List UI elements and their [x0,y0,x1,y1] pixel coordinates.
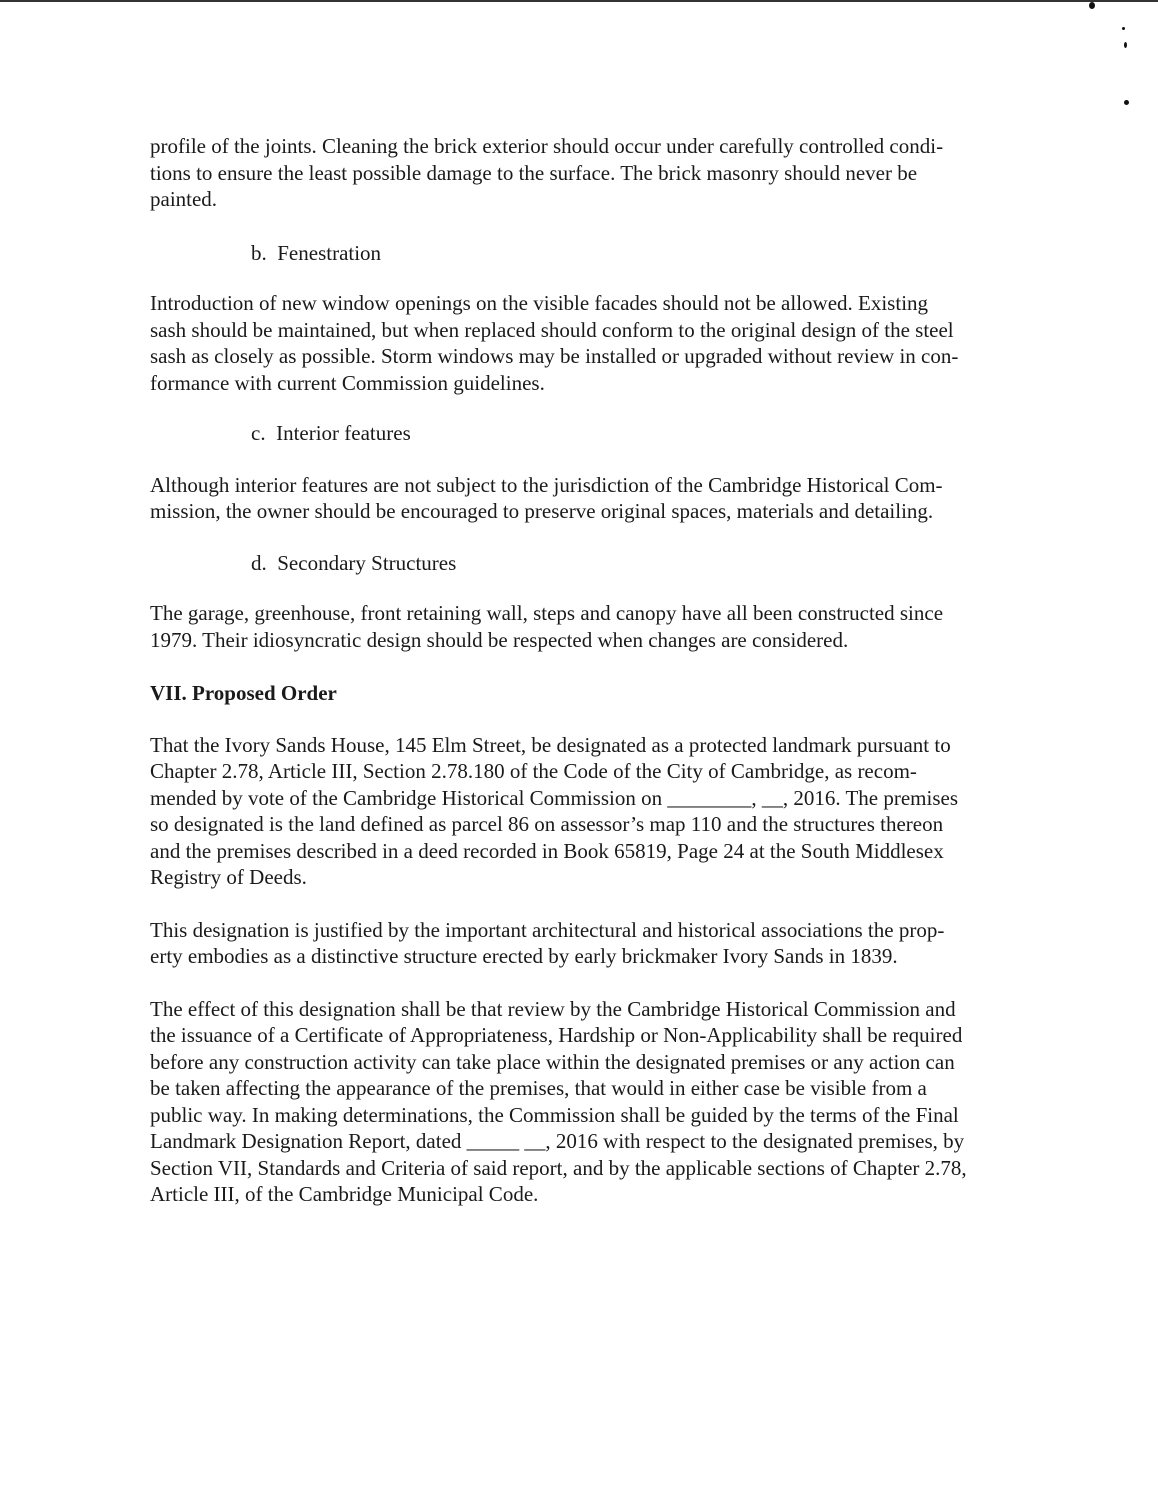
text-line: That the Ivory Sands House, 145 Elm Street, be designated as a protected landmark pursuant to [150,732,951,757]
text-line: before any construction activity can take place within the designated premises or any action can [150,1049,955,1074]
text-line: public way. In making determinations, the Commission shall be guided by the terms of the Final [150,1102,959,1127]
text-line: 1979. Their idiosyncratic design should be respected when changes are considered. [150,627,849,652]
scan-speck [1089,2,1095,9]
text-line: The garage, greenhouse, front retaining wall, steps and canopy have all been constructed since [150,601,944,625]
text-line: This designation is justified by the important architectural and historical associations the prop- [150,917,945,942]
text-line: and the premises described in a deed recorded in Book 65819, Page 24 at the South Middlesex [150,838,944,863]
scan-edge-line [0,0,1158,2]
text-line: the issuance of a Certificate of Appropriateness, Hardship or Non-Applicability shall be required [150,1023,963,1047]
paragraph-brick [150,133,1035,213]
text-line: tions to ensure the least possible damage to the surface. The brick masonry should never be [150,160,918,185]
text-line: mended by vote of the Cambridge Historical Commission on ________, __, 2016. The premises [150,785,959,810]
scan-speck [1124,42,1127,48]
text-line: Article III, of the Cambridge Municipal Code. [150,1182,539,1206]
document-body [150,133,1035,1208]
text-line: Landmark Designation Report, dated _____ __, 2016 with respect to the designated premises, by [150,1129,965,1153]
text-line: profile of the joints. Cleaning the brick exterior should occur under carefully controlled condi- [150,134,944,158]
subheading-secondary-structures: d. Secondary Structures [251,550,457,575]
paragraph-effect [150,996,1035,1208]
scan-speck [1122,27,1125,30]
text-line: Section VII, Standards and Criteria of said report, and by the applicable sections of Chapter 2.78, [150,1155,967,1180]
text-line: formance with current Commission guidelines. [150,370,545,395]
text-line: The effect of this designation shall be that review by the Cambridge Historical Commission and [150,996,956,1021]
text-line: Chapter 2.78, Article III, Section 2.78.180 of the Code of the City of Cambridge, as recom- [150,759,917,783]
subheading-interior-features: c. Interior features [251,421,411,445]
paragraph-justification [150,917,1035,970]
paragraph-interior [150,472,1035,525]
text-line: mission, the owner should be encouraged to preserve original spaces, materials and detailing. [150,499,934,523]
paragraph-fenestration [150,290,1035,396]
subheading-fenestration: b. Fenestration [251,240,382,265]
text-line: be taken affecting the appearance of the premises, that would in either case be visible from a [150,1076,927,1100]
text-line: so designated is the land defined as parcel 86 on assessor’s map 110 and the structures thereon [150,812,944,836]
paragraph-proposed-order [150,732,1035,891]
text-line: sash should be maintained, but when replaced should conform to the original design of the steel [150,317,954,342]
text-line: Introduction of new window openings on the visible facades should not be allowed. Existing [150,291,929,315]
text-line: erty embodies as a distinctive structure erected by early brickmaker Ivory Sands in 1839. [150,944,898,968]
paragraph-secondary [150,600,1035,653]
text-line: sash as closely as possible. Storm windows may be installed or upgraded without review in con- [150,344,959,368]
scan-speck [1124,100,1129,105]
text-line: Although interior features are not subject to the jurisdiction of the Cambridge Historical Com- [150,472,943,497]
section-heading: VII. Proposed Order [150,681,337,705]
text-line: painted. [150,187,218,211]
text-line: Registry of Deeds. [150,865,307,889]
